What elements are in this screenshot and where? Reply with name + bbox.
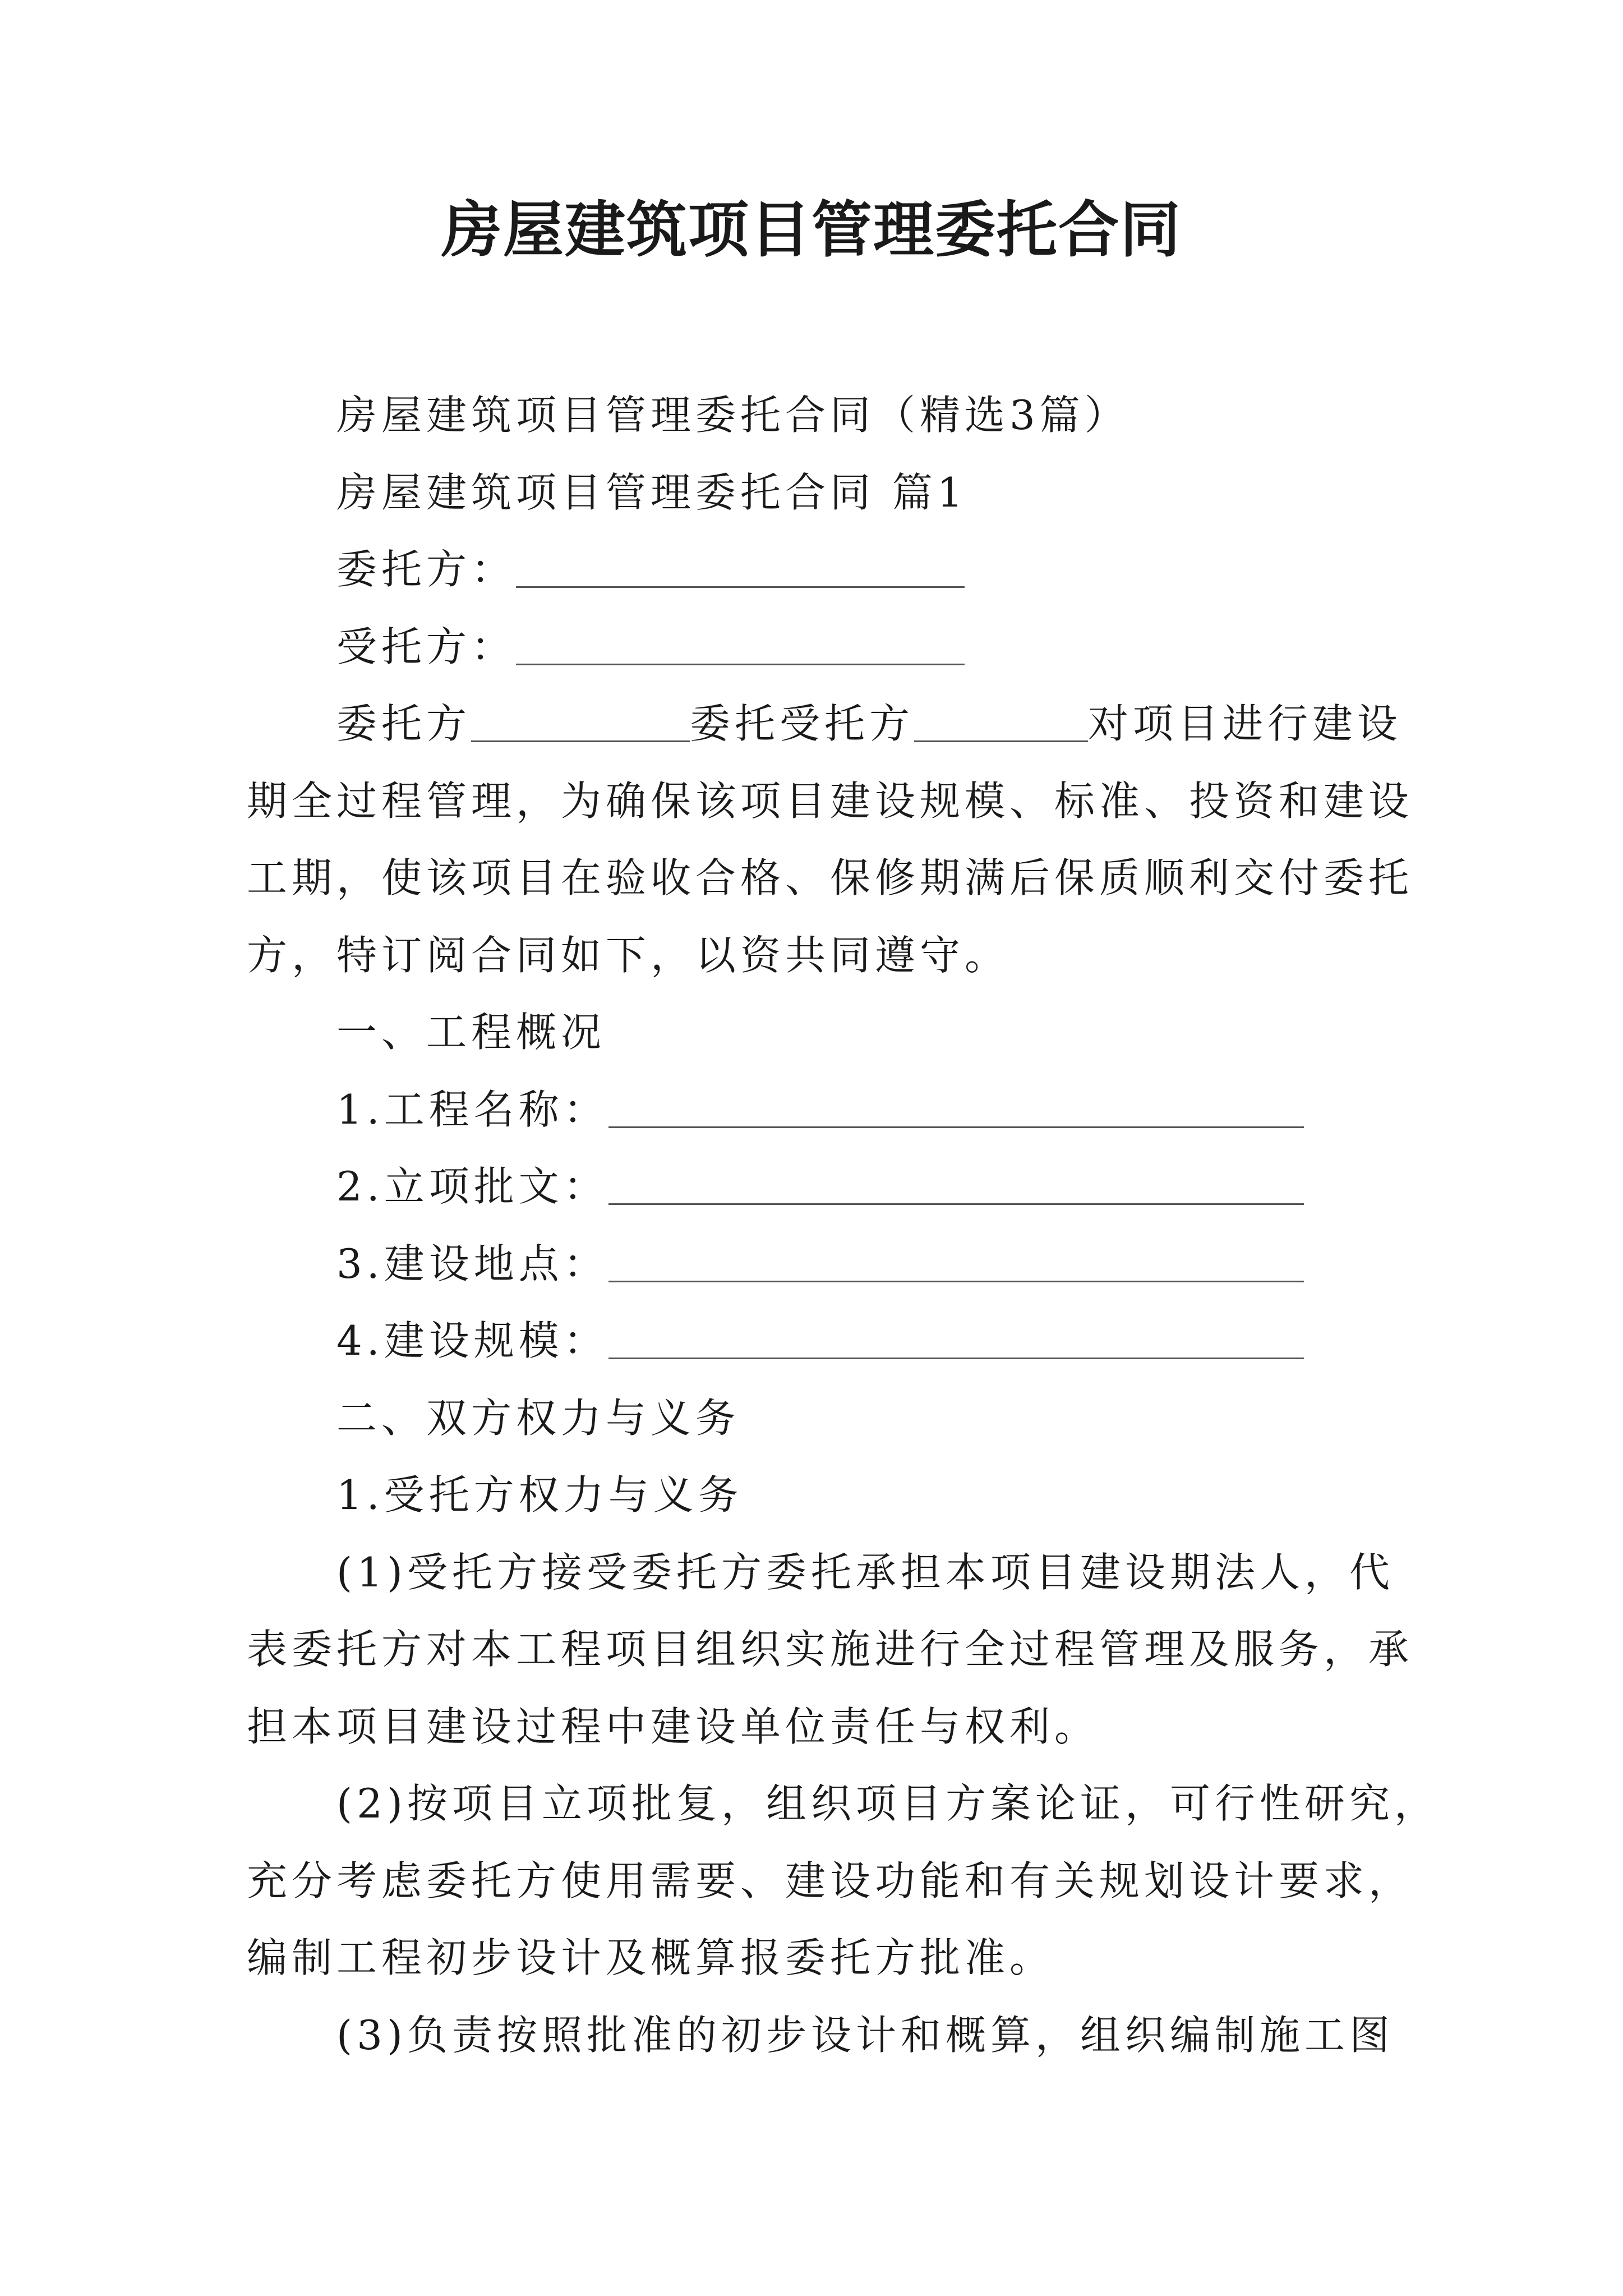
para1-blank1	[471, 700, 690, 742]
para1-seg3: 对项目进行建设	[1088, 700, 1403, 747]
item-scale-blank	[608, 1317, 1304, 1359]
clause2-line2: 充分考虑委托方使用需要、建设功能和有关规划设计要求，	[247, 1857, 1414, 1904]
party-b-row	[336, 619, 965, 675]
party-a-blank	[516, 546, 965, 588]
para1-line2: 期全过程管理，为确保该项目建设规模、标准、投资和建设	[247, 777, 1414, 825]
para1-seg2: 委托受托方	[690, 700, 915, 747]
clause2-line1: (2)按项目立项批复，组织项目方案论证，可行性研究，	[336, 1780, 1439, 1827]
heading-rights-obligations: 二、双方权力与义务	[336, 1395, 741, 1442]
clause1-line2: 表委托方对本工程项目组织实施进行全过程管理及服务，承	[247, 1626, 1414, 1673]
item-project-name-blank	[608, 1086, 1304, 1128]
item-scale	[336, 1313, 1304, 1369]
item-location	[336, 1236, 1304, 1292]
party-a-label: 委托方：	[336, 546, 517, 593]
section-heading: 房屋建筑项目管理委托合同 篇1	[336, 469, 967, 516]
party-b-label: 受托方：	[336, 623, 517, 670]
document-title: 房屋建筑项目管理委托合同	[441, 195, 1182, 265]
item-approval-label: 2.立项批文：	[336, 1163, 608, 1210]
para1-line4: 方，特订阅合同如下，以资共同遵守。	[247, 932, 1010, 979]
para1-blank2	[914, 700, 1088, 742]
item-location-label: 3.建设地点：	[336, 1240, 608, 1287]
item-project-name-label: 1.工程名称：	[336, 1086, 608, 1133]
intro-line: 房屋建筑项目管理委托合同（精选3篇）	[336, 392, 1129, 439]
item-project-name	[336, 1082, 1304, 1138]
clause1-line3: 担本项目建设过程中建设单位责任与权利。	[247, 1703, 1100, 1750]
item-approval	[336, 1158, 1304, 1214]
item-location-blank	[608, 1240, 1304, 1282]
para1-seg1: 委托方	[336, 700, 472, 747]
heading-project-overview: 一、工程概况	[336, 1009, 606, 1056]
party-a-row	[336, 541, 965, 597]
item-scale-label: 4.建设规模：	[336, 1317, 608, 1364]
sub-heading-trustee: 1.受托方权力与义务	[336, 1471, 743, 1519]
para1-line3: 工期，使该项目在验收合格、保修期满后保质顺利交付委托	[247, 854, 1414, 901]
clause3-line1: (3)负责按照批准的初步设计和概算，组织编制施工图	[336, 2012, 1394, 2059]
para1-line1	[336, 696, 1402, 752]
party-b-blank	[516, 623, 965, 665]
clause2-line3: 编制工程初步设计及概算报委托方批准。	[247, 1934, 1055, 1981]
item-approval-blank	[608, 1163, 1304, 1205]
clause1-line1: (1)受托方接受委托方委托承担本项目建设期法人，代	[336, 1549, 1394, 1596]
